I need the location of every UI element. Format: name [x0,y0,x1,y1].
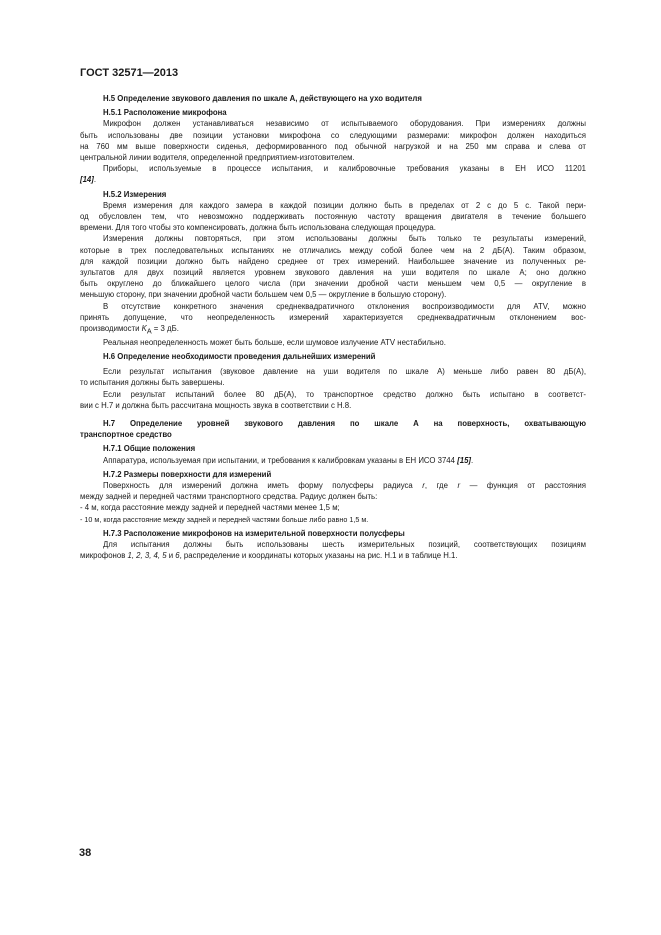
subsection-h7-1-heading: Н.7.1 Общие положения [103,444,196,454]
subsection-h5-2-heading: Н.5.2 Измерения [103,189,167,199]
subsection-h7-2-heading: Н.7.2 Размеры поверхности для измерений [103,469,272,479]
paragraph-line: од обусловлен тем, что невозможно поддерживать постоянную частоту вращения двигателя в течение большего [80,212,586,222]
paragraph-line: Аппаратура, используемая при испытании, и требования к калибровкам указаны в ЕН ИСО 3744 [15]. [103,455,474,465]
paragraph-line: которые в трех последовательных испытаниях не отличались между собой более чем на 2 дБ(А). Таким образом, [80,245,586,255]
paragraph-line: быть использованы две позиции установки микрофона со следующими размерами: микрофон должен находиться [80,130,586,140]
paragraph-line: Время измерения для каждого замера в каждой позиции должно быть в пределах от 2 с до 5 с. Такой пери- [103,200,586,210]
paragraph-line: В отсутствие конкретного значения среднеквадратичного отклонения воспроизводимости для ATV, можно [103,301,586,311]
paragraph-line: Поверхность для измерений должна иметь форму полусферы радиуса r, где r — функция от расстояния [103,481,586,491]
paragraph-line: на 760 мм выше поверхности сиденья, деформированного под обычной нагрузкой и на 250 мм справа и слева от [80,141,586,151]
section-h6-heading: Н.6 Определение необходимости проведения дальнейших измерений [103,352,376,362]
paragraph-line: быть округлено до ближайшего целого числа (при значении дробной части меньшем чем 0,5 — округление в [80,279,586,289]
reference-15: [15] [457,455,472,465]
paragraph-line: зультатов для двух позиций является уровнем звукового давления на уши водителя по шкале А; оно должно [80,268,586,278]
subsection-h7-3-heading: Н.7.3 Расположение микрофонов на измерительной поверхности полусферы [103,528,405,538]
reference-14: [14] [80,175,94,185]
paragraph-line: времени. Для того чтобы это компенсировать, должна быть использована следующая процедура. [80,223,436,233]
paragraph-line: Для испытания должны быть использованы шесть измерительных позиций, соответствующих позициям [103,540,586,550]
subsection-h5-1-heading: Н.5.1 Расположение микрофона [103,108,227,118]
page-number: 38 [79,847,92,859]
paragraph-line: для каждой позиции должно быть найдено среднее от трех измерений. Наибольшее значение из полученных ре- [80,256,586,266]
paragraph-line: то испытания должны быть завершены. [80,378,225,388]
subscript-a: A [146,326,152,336]
paragraph-line: Приборы, используемые в процессе испытания, и калибровочные требования указаны в ЕН ИСО 11201 [103,164,586,174]
paragraph-line: микрофонов 1, 2, 3, 4, 5 и 6, распределение и координаты которых указаны на рис. Н.1 и в таблице Н.1. [80,551,458,561]
document-header: ГОСТ 32571—2013 [80,67,179,79]
paragraph-line: Если результат испытаний более 80 дБ(А), то транспортное средство должно быть испытано в соответст- [103,389,586,399]
section-h7-heading: Н.7 Определение уровней звукового давления по шкале А на поверхность, охватывающую [103,419,586,429]
paragraph-line: принять допущение, что неопределенность измерений характеризуется среднеквадратичным отклонением вос- [80,312,586,322]
list-item: - 10 м, когда расстояние между задней и передней частями больше либо равно 1,5 м. [80,514,369,524]
paragraph-line: между задней и передней частями транспортного средства. Радиус должен быть: [80,492,378,502]
section-h5-heading: Н.5 Определение звукового давления по шкале А, действующего на ухо водителя [103,94,422,103]
paragraph-line: [14]. [80,175,97,185]
paragraph-line: вии с Н.7 и должна быть рассчитана мощность звука в соответствии с Н.8. [80,400,352,410]
list-item: - 4 м, когда расстояние между задней и передней частями менее 1,5 м; [80,503,340,513]
page-body [80,93,586,561]
paragraph-line: центральной линии водителя, определенной предприятием-изготовителем. [80,153,355,163]
paragraph-line: Если результат испытания (звуковое давление на уши водителя по шкале А) меньше либо равен 80 дБ(А), [103,367,586,377]
paragraph-line: Микрофон должен устанавливаться независимо от испытываемого оборудования. При измерениях должны [103,119,586,129]
paragraph-line: производимости $K_A = 3$ дБ. [80,324,179,336]
paragraph-line: меньшую сторону, при значении дробной части большем чем 0,5 — округление в большую сторону). [80,290,447,300]
paragraph-line: Реальная неопределенность может быть больше, если шумовое излучение ATV нестабильно. [103,337,446,347]
variable-k: K [141,324,147,334]
microphone-positions: 1, 2, 3, 4, 5 [127,551,167,561]
paragraph-line: Измерения должны повторяться, при этом использованы должны быть только те результаты измерений, [103,234,586,244]
section-h7-heading-cont: транспортное средство [80,430,172,440]
